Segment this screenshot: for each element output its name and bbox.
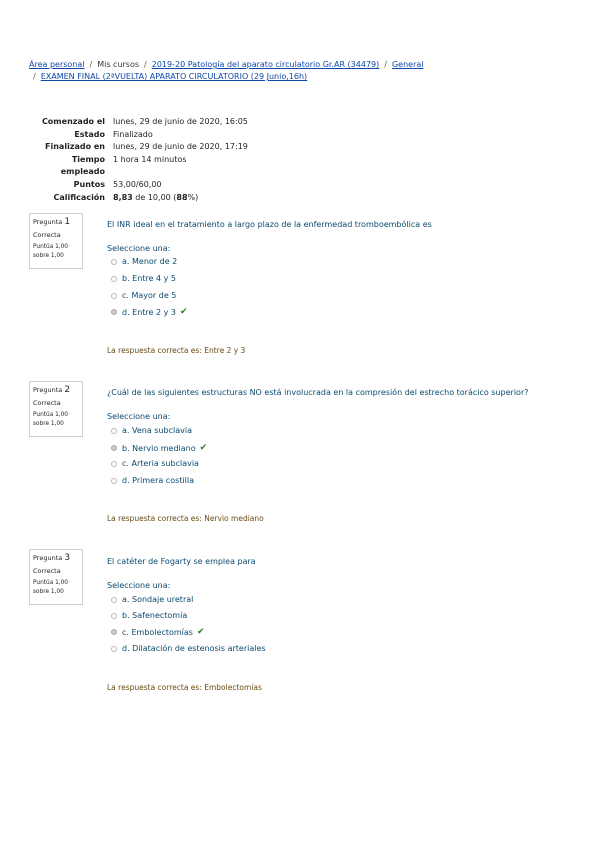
state-label: Estado bbox=[74, 129, 105, 139]
grade-number: 8,83 bbox=[113, 192, 133, 202]
question-grade bbox=[33, 243, 82, 261]
points-label: Puntos bbox=[73, 179, 105, 189]
breadcrumb-area-personal[interactable]: Área personal bbox=[29, 60, 85, 69]
select-prompt: Seleccione una: bbox=[107, 412, 171, 421]
answer-label: a. Sondaje uretral bbox=[122, 595, 194, 604]
answer-option[interactable] bbox=[111, 595, 193, 604]
right-answer: La respuesta correcta es: Nervio mediano bbox=[107, 514, 264, 523]
question-grade bbox=[33, 579, 82, 597]
breadcrumb-separator: / bbox=[144, 60, 147, 69]
answer-option[interactable] bbox=[111, 274, 176, 283]
question-state: Correcta bbox=[33, 399, 61, 407]
radio-button-selected[interactable] bbox=[111, 309, 117, 315]
question-label: Pregunta bbox=[33, 554, 63, 562]
answer-label: d. Entre 2 y 3 bbox=[122, 307, 177, 317]
answer-option[interactable] bbox=[111, 459, 199, 468]
answer-label: c. Arteria subclavia bbox=[122, 459, 199, 468]
question-number bbox=[33, 553, 82, 563]
answer-label: b. Nervio mediano bbox=[122, 443, 196, 453]
radio-button-selected[interactable] bbox=[111, 445, 117, 451]
grade-line1: Puntúa 1,00 bbox=[33, 580, 68, 586]
time-label-line2: empleado bbox=[60, 167, 105, 177]
breadcrumb-separator: / bbox=[89, 60, 93, 69]
checkmark-icon: ✔ bbox=[180, 307, 188, 317]
question-number bbox=[33, 385, 82, 395]
question-text: El catéter de Fogarty se emplea para bbox=[107, 557, 256, 566]
radio-button[interactable] bbox=[111, 428, 117, 434]
answer-option-selected[interactable] bbox=[111, 443, 207, 453]
grade-value bbox=[110, 192, 248, 205]
question-info bbox=[29, 381, 83, 437]
breadcrumb-course[interactable]: 2019-20 Patología del aparato circulatorio Gr.AR (34479) bbox=[151, 60, 380, 69]
right-answer: La respuesta correcta es: Embolectomías bbox=[107, 683, 262, 692]
question-label: Pregunta bbox=[33, 218, 63, 226]
breadcrumb-general[interactable]: General bbox=[391, 60, 424, 69]
checkmark-icon: ✔ bbox=[196, 627, 205, 637]
breadcrumb bbox=[29, 59, 574, 83]
grade-percent: 88 bbox=[176, 192, 188, 202]
grade-label: Calificación bbox=[53, 192, 105, 202]
answer-option[interactable] bbox=[111, 611, 187, 620]
radio-button[interactable] bbox=[111, 276, 117, 282]
started-label: Comenzado el bbox=[41, 117, 105, 126]
grade-close: %) bbox=[187, 192, 199, 202]
answer-label: b. Entre 4 y 5 bbox=[122, 274, 177, 283]
question-text: ¿Cuál de las siguientes estructuras NO está involucrada en la compresión del estrecho torácico superior? bbox=[107, 388, 529, 397]
grade-line2: sobre 1,00 bbox=[33, 589, 64, 595]
answer-option-selected[interactable] bbox=[111, 307, 188, 317]
radio-button[interactable] bbox=[111, 613, 117, 619]
question-number bbox=[33, 217, 82, 227]
answer-label: a. Vena subclavia bbox=[122, 426, 192, 435]
answer-option-selected[interactable] bbox=[111, 627, 205, 637]
answer-label: c. Embolectomías bbox=[122, 627, 193, 637]
grade-rest: de 10,00 ( bbox=[135, 192, 177, 202]
breadcrumb-separator: / bbox=[384, 60, 387, 69]
time-label-line1: Tiempo bbox=[71, 154, 105, 164]
question-info bbox=[29, 213, 83, 269]
select-prompt: Seleccione una: bbox=[107, 581, 171, 590]
question-state: Correcta bbox=[33, 231, 61, 239]
radio-button[interactable] bbox=[111, 293, 117, 299]
grade-line2: sobre 1,00 bbox=[33, 253, 64, 259]
question-num: 2 bbox=[64, 385, 71, 395]
breadcrumb-mis-cursos: Mis cursos bbox=[97, 60, 140, 69]
radio-button-selected[interactable] bbox=[111, 629, 117, 635]
question-num: 3 bbox=[64, 553, 71, 563]
question-info bbox=[29, 549, 83, 605]
time-label bbox=[0, 154, 110, 179]
answer-label: b. Safenectomía bbox=[122, 611, 188, 620]
answer-label: a. Menor de 2 bbox=[122, 257, 178, 266]
time-value: 1 hora 14 minutos bbox=[113, 154, 187, 164]
answer-option[interactable] bbox=[111, 426, 192, 435]
finished-value: lunes, 29 de junio de 2020, 17:19 bbox=[113, 142, 248, 152]
answer-option[interactable] bbox=[111, 476, 194, 485]
answer-label: c. Mayor de 5 bbox=[122, 291, 177, 300]
grade-line2: sobre 1,00 bbox=[33, 421, 64, 427]
question-grade bbox=[33, 411, 82, 429]
question-num: 1 bbox=[64, 217, 71, 227]
answer-option[interactable] bbox=[111, 644, 266, 653]
grade-line1: Puntúa 1,00 bbox=[33, 244, 68, 250]
question-state: Correcta bbox=[33, 567, 61, 575]
started-value: lunes, 29 de junio de 2020, 16:05 bbox=[113, 117, 248, 126]
radio-button[interactable] bbox=[111, 478, 117, 484]
radio-button[interactable] bbox=[111, 259, 117, 265]
state-value: Finalizado bbox=[113, 129, 153, 139]
points-value: 53,00/60,00 bbox=[113, 179, 162, 189]
right-answer: La respuesta correcta es: Entre 2 y 3 bbox=[107, 346, 246, 355]
breadcrumb-exam[interactable]: EXAMEN FINAL (2ªVUELTA) APARATO CIRCULATORIO (29 Junio,16h) bbox=[40, 72, 308, 81]
radio-button[interactable] bbox=[111, 597, 117, 603]
radio-button[interactable] bbox=[111, 646, 117, 652]
finished-label: Finalizado en bbox=[45, 142, 105, 152]
question-text: El INR ideal en el tratamiento a largo plazo de la enfermedad tromboembólica es bbox=[107, 220, 432, 229]
answer-option[interactable] bbox=[111, 257, 177, 266]
breadcrumb-separator: / bbox=[33, 72, 36, 81]
answer-label: d. Dilatación de estenosis arteriales bbox=[122, 644, 266, 653]
answer-option[interactable] bbox=[111, 291, 176, 300]
select-prompt: Seleccione una: bbox=[107, 244, 171, 253]
question-label: Pregunta bbox=[33, 386, 63, 394]
checkmark-icon: ✔ bbox=[199, 443, 208, 453]
radio-button[interactable] bbox=[111, 461, 117, 467]
answer-label: d. Primera costilla bbox=[122, 476, 194, 485]
grade-line1: Puntúa 1,00 bbox=[33, 412, 68, 418]
attempt-summary bbox=[0, 116, 248, 204]
